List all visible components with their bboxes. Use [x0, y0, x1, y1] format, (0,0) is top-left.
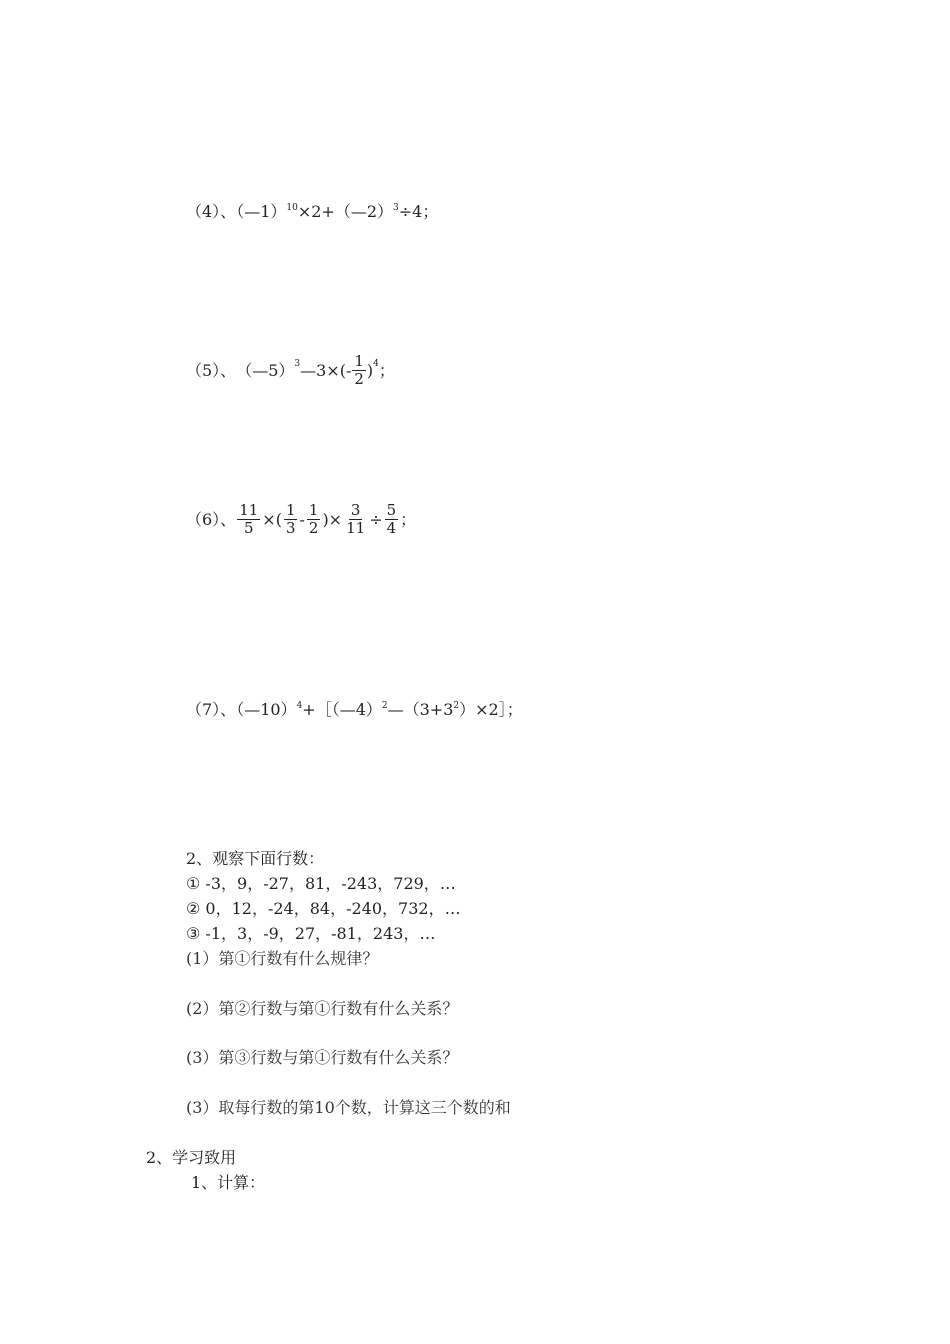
exercise-5-term2: —3×: [300, 360, 340, 380]
exercise-5-frac-num: 1: [354, 352, 364, 370]
question-4: (3）取每行数的第10个数，计算这三个数的和: [186, 1098, 511, 1117]
exercise-5-frac-den: 2: [354, 370, 364, 388]
exercise-5-term3: ；: [378, 360, 395, 380]
exercise-7-label: （7）、: [186, 700, 237, 719]
exercise-6-fraction-3: [307, 502, 321, 537]
sequence-row-1: ① -3，9，-27，81，-243，729，…: [186, 874, 456, 893]
exercise-6-f1-den: 5: [243, 519, 254, 537]
exercise-6: [186, 502, 417, 537]
exercise-5-close: ): [366, 360, 374, 380]
exercise-5: [186, 353, 395, 388]
exercise-4-term2: ×2+（—2）: [297, 202, 394, 221]
exercise-5-fraction: [352, 353, 366, 388]
exercise-7: [186, 700, 523, 723]
exercise-6-op1: ×(: [262, 509, 282, 529]
exercise-6-f5-den: 4: [386, 519, 397, 537]
exercise-6-op4: ÷: [369, 509, 383, 529]
exercise-6-op2: -: [299, 509, 305, 529]
exercise-7-exp1: 4: [296, 701, 303, 711]
exercise-6-fraction-5: [385, 502, 399, 537]
exercise-6-f5-num: 5: [386, 501, 397, 519]
exercise-6-f2-den: 3: [285, 519, 296, 537]
exercise-7-term1: （—10）: [236, 700, 297, 719]
exercise-4-term3: ÷4；: [398, 202, 439, 221]
exercise-6-f4-num: 3: [350, 501, 361, 519]
exercise-5-label: （5）、: [186, 360, 237, 380]
exercise-4-label: （4）、: [186, 202, 237, 221]
exercise-6-fraction-2: [284, 502, 298, 537]
exercise-6-op3: )×: [322, 509, 343, 529]
section-heading: 2、学习致用: [146, 1148, 237, 1167]
question-3: (3）第③行数与第①行数有什么关系？: [186, 1048, 459, 1067]
section-subheading: 1、计算：: [191, 1173, 266, 1192]
exercise-7-exp3: 2: [453, 701, 460, 711]
exercise-5-open: (-: [339, 360, 352, 380]
sequence-row-2: ② 0，12，-24，84，-240，732，…: [186, 899, 461, 918]
exercise-7-term3: —（3+3: [387, 700, 454, 719]
exercise-6-label: （6）、: [186, 509, 237, 529]
exercise-6-f4-den: 11: [346, 519, 366, 537]
exercise-5-exp1: 3: [294, 358, 301, 369]
exercise-5-exp2: 4: [373, 358, 379, 369]
exercise-6-end: ；: [400, 509, 417, 529]
exercise-6-fraction-1: [237, 502, 260, 537]
exercise-6-f3-num: 1: [308, 501, 319, 519]
sequence-row-3: ③ -1，3，-9，27，-81，243，…: [186, 924, 436, 943]
exercise-4-term1: （—1）: [236, 202, 287, 221]
exercise-4: [186, 202, 438, 225]
exercise-4-exp2: 3: [393, 203, 399, 213]
exercise-4-exp1: 10: [286, 203, 298, 213]
exercise-5-term1: （—5）: [236, 360, 295, 380]
exercise-7-term4: ）×2］；: [459, 700, 523, 719]
exercise-6-fraction-4: [344, 502, 367, 537]
exercise-6-f1-num: 11: [239, 501, 259, 519]
observe-heading: 2、观察下面行数：: [186, 849, 325, 868]
exercise-7-term2: +［（—4）: [302, 700, 382, 719]
exercise-6-f2-num: 1: [285, 501, 296, 519]
question-1: (1）第①行数有什么规律？: [186, 949, 379, 968]
question-2: (2）第②行数与第①行数有什么关系？: [186, 999, 459, 1018]
exercise-6-f3-den: 2: [308, 519, 319, 537]
exercise-7-exp2: 2: [381, 701, 388, 711]
